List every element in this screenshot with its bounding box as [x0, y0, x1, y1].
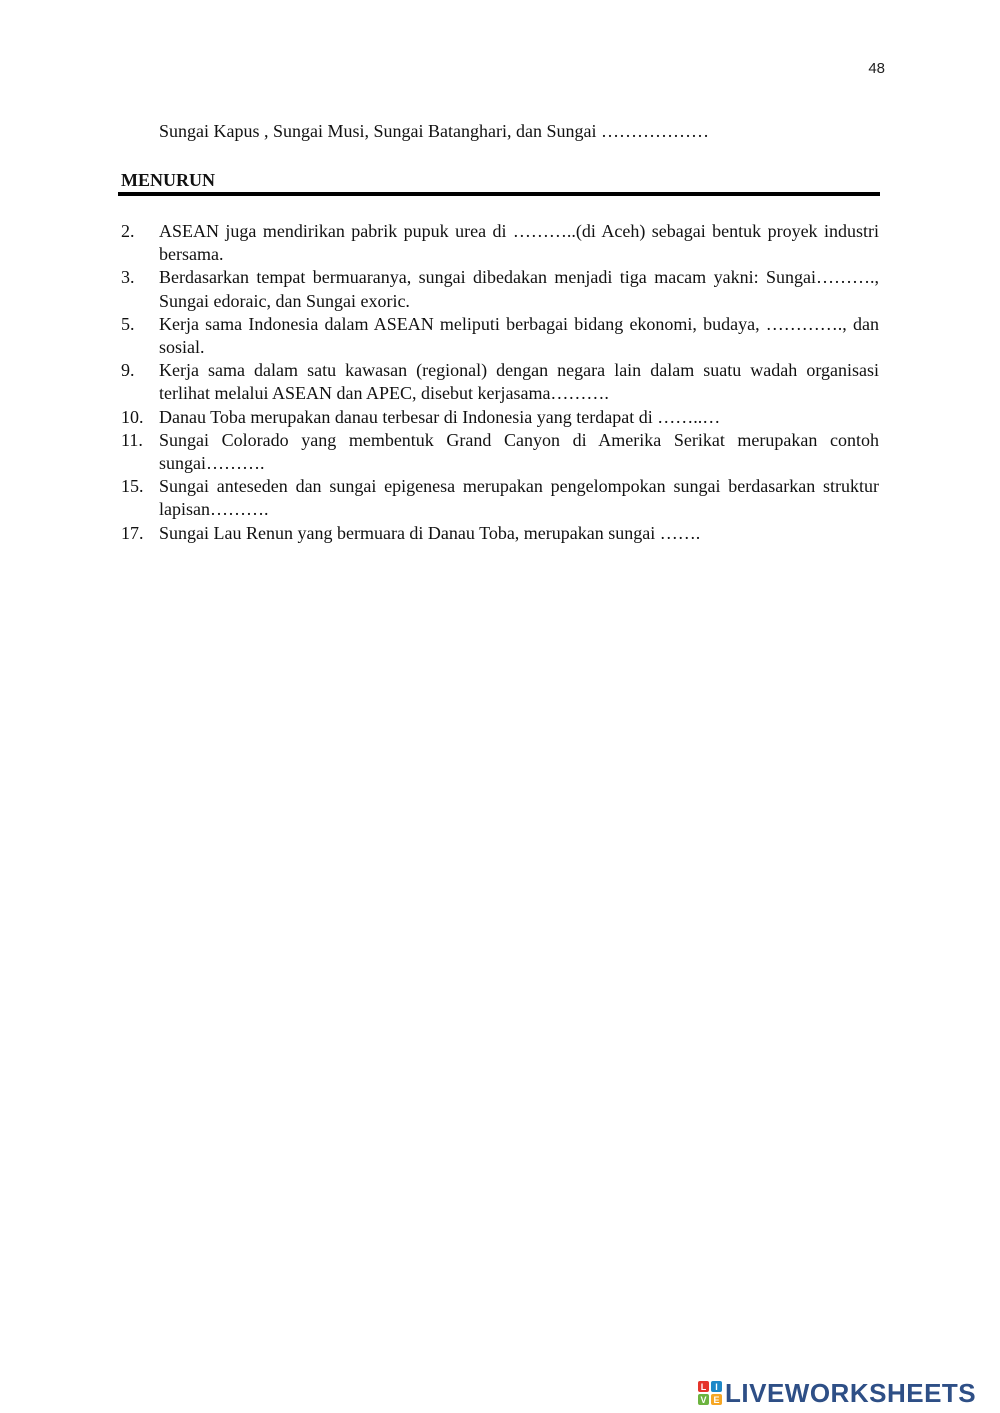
clue-text: Berdasarkan tempat bermuaranya, sungai dibedakan menjadi tiga macam yakni: Sungai………., Sungai edoraic, dan Sungai exoric.	[159, 267, 879, 311]
clue-number: 15.	[121, 476, 144, 497]
clue-item	[121, 406, 879, 429]
logo-tile: L	[698, 1381, 709, 1392]
clue-number: 11.	[121, 429, 143, 450]
clue-number: 10.	[121, 406, 144, 427]
clue-text: Danau Toba merupakan danau terbesar di Indonesia yang terdapat di ……..…	[159, 406, 721, 427]
heading-underline-rule	[118, 192, 880, 196]
clue-number: 2.	[121, 221, 135, 241]
clue-number: 9.	[121, 360, 135, 381]
logo-tile: I	[711, 1381, 722, 1392]
page-number: 48	[868, 60, 885, 77]
liveworksheets-wordmark: LIVEWORKSHEETS	[725, 1378, 977, 1408]
clue-item	[121, 220, 879, 266]
clue-item	[121, 313, 879, 359]
clue-item	[121, 359, 879, 405]
clue-text: Sungai Colorado yang membentuk Grand Canyon di Amerika Serikat merupakan contoh sungai……….	[159, 429, 879, 474]
clue-list	[121, 220, 879, 545]
clue-text: Kerja sama dalam satu kawasan (regional) dengan negara lain dalam suatu wadah organisasi terlihat melalui ASEAN dan APEC, disebut kerjasama……….	[159, 360, 879, 404]
clue-text: Kerja sama Indonesia dalam ASEAN meliputi berbagai bidang ekonomi, budaya, …………., dan sosial.	[159, 313, 879, 358]
liveworksheets-logo-icon	[698, 1381, 722, 1405]
logo-tile: E	[711, 1394, 722, 1405]
carried-over-clue-line: Sungai Kapus , Sungai Musi, Sungai Batanghari, dan Sungai ………………	[159, 121, 709, 141]
clue-item	[121, 522, 879, 545]
clue-text: ASEAN juga mendirikan pabrik pupuk urea di ………..(di Aceh) sebagai bentuk proyek industri bersama.	[159, 221, 879, 265]
clue-item	[121, 266, 879, 312]
liveworksheets-watermark	[698, 1376, 976, 1410]
clue-number: 3.	[121, 267, 135, 288]
section-heading-menurun: MENURUN	[121, 170, 215, 190]
clue-number: 5.	[121, 313, 135, 334]
clue-text: Sungai anteseden dan sungai epigenesa merupakan pengelompokan sungai berdasarkan struktur lapisan……….	[159, 476, 879, 520]
clue-text: Sungai Lau Renun yang bermuara di Danau Toba, merupakan sungai …….	[159, 522, 701, 543]
logo-tile: V	[698, 1394, 709, 1405]
clue-item	[121, 429, 879, 475]
clue-number: 17.	[121, 522, 144, 543]
clue-item	[121, 475, 879, 521]
